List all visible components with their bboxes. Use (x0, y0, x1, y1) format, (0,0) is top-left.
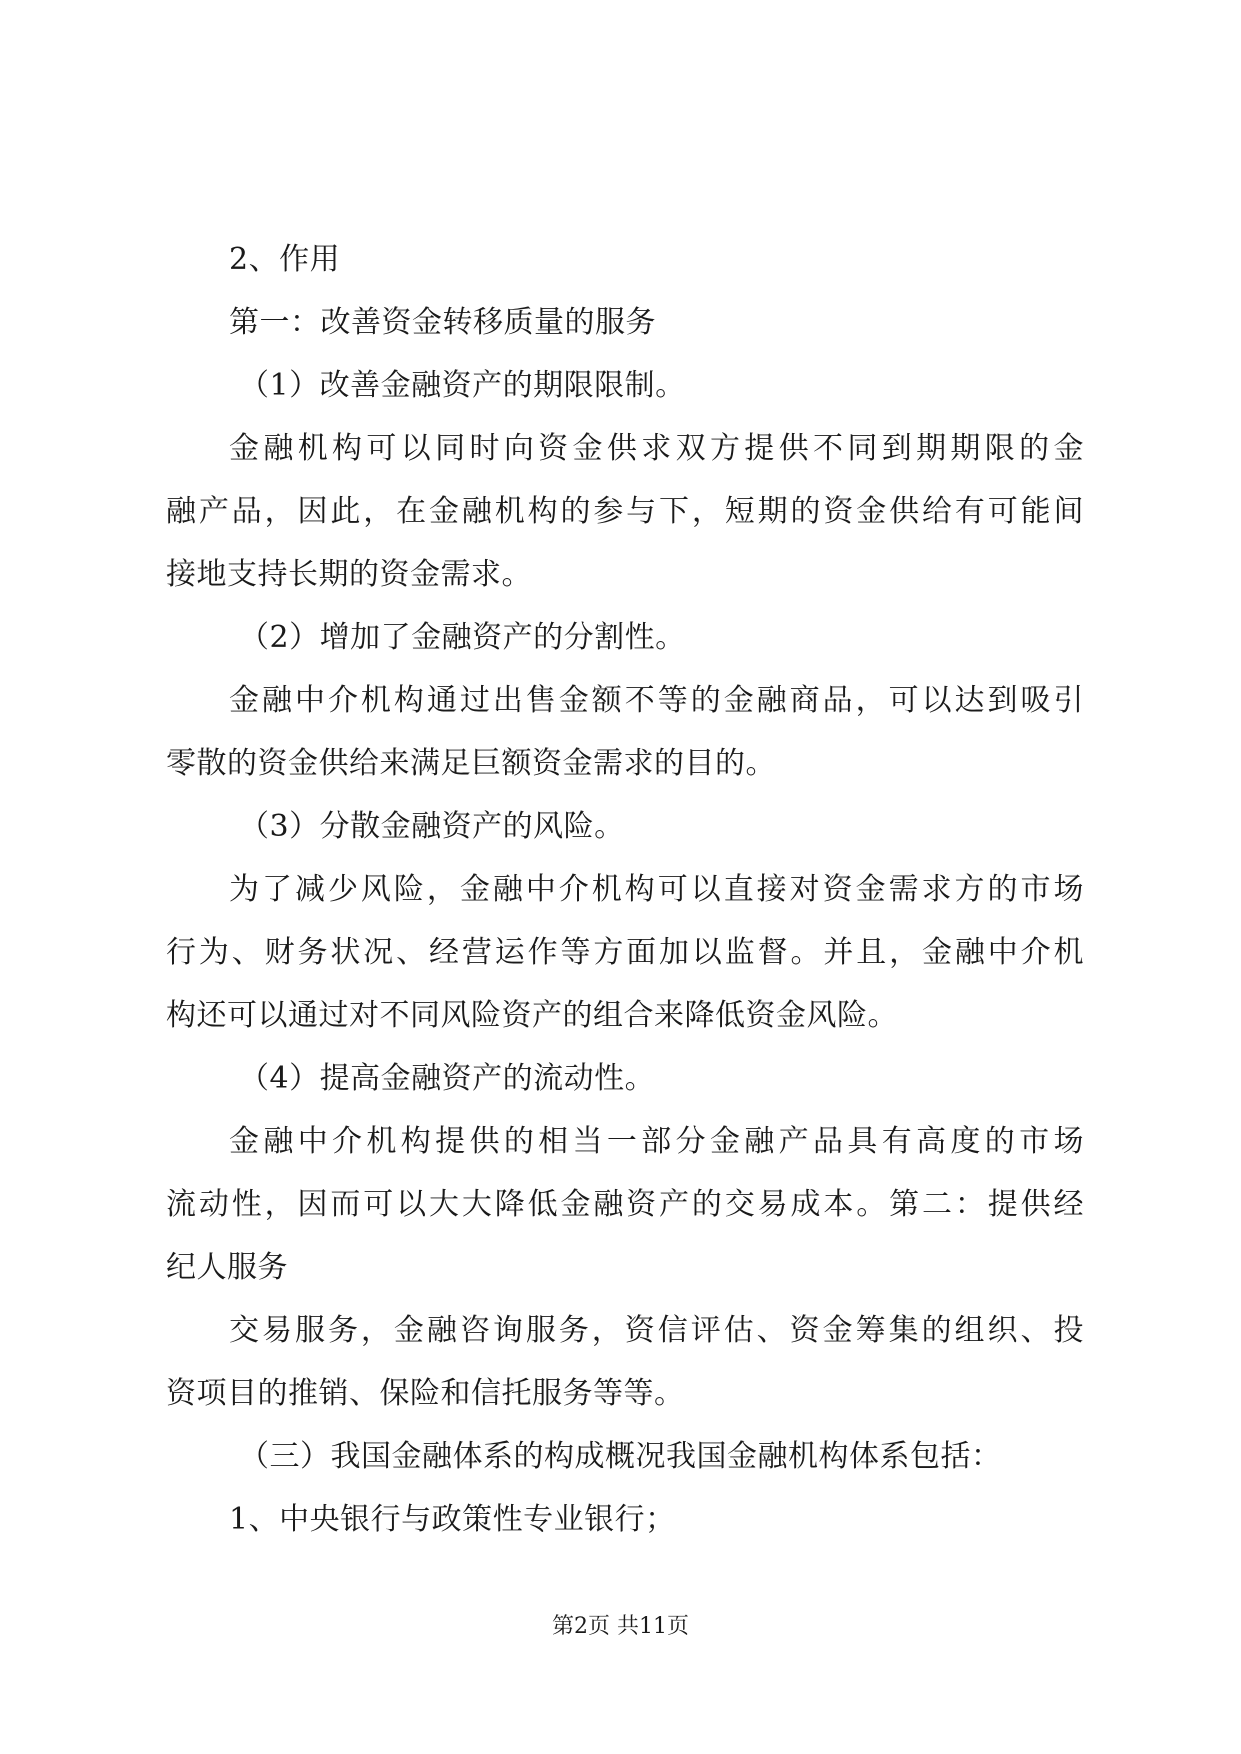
section-heading: （三）我国金融体系的构成概况我国金融机构体系包括： (239, 1439, 1002, 1474)
item-heading: （2）增加了金融资产的分割性。 (239, 620, 686, 655)
paragraph-line: 零散的资金供给来满足巨额资金需求的目的。 (166, 746, 776, 781)
paragraph-line: 构还可以通过对不同风险资产的组合来降低资金风险。 (166, 998, 898, 1033)
paragraph-line: 流动性，因而可以大大降低金融资产的交易成本。第二：提供经 (166, 1187, 1084, 1222)
document-body (166, 228, 1084, 1551)
paragraph-line: 交易服务，金融咨询服务，资信评估、资金筹集的组织、投 (229, 1313, 1084, 1348)
list-item: 1、中央银行与政策性专业银行； (229, 1502, 676, 1537)
paragraph-line: 行为、财务状况、经营运作等方面加以监督。并且，金融中介机 (166, 935, 1084, 970)
item-heading: （1）改善金融资产的期限限制。 (239, 368, 686, 403)
paragraph-line: 纪人服务 (166, 1250, 288, 1285)
paragraph-line: 接地支持长期的资金需求。 (166, 557, 532, 592)
item-heading: （3）分散金融资产的风险。 (239, 809, 625, 844)
paragraph-line: 金融中介机构提供的相当一部分金融产品具有高度的市场 (229, 1124, 1084, 1159)
page-number-footer: 第2页 共11页 (552, 1614, 689, 1639)
paragraph-line: 资项目的推销、保险和信托服务等等。 (166, 1376, 685, 1411)
paragraph-line: 金融机构可以同时向资金供求双方提供不同到期期限的金 (229, 431, 1084, 466)
item-heading: （4）提高金融资产的流动性。 (239, 1061, 656, 1096)
paragraph-line: 为了减少风险，金融中介机构可以直接对资金需求方的市场 (229, 872, 1084, 907)
subsection-heading: 第一：改善资金转移质量的服务 (229, 305, 656, 340)
paragraph-line: 融产品，因此，在金融机构的参与下，短期的资金供给有可能间 (166, 494, 1084, 529)
paragraph-line: 金融中介机构通过出售金额不等的金融商品，可以达到吸引 (229, 683, 1084, 718)
section-heading: 2、作用 (229, 242, 341, 277)
